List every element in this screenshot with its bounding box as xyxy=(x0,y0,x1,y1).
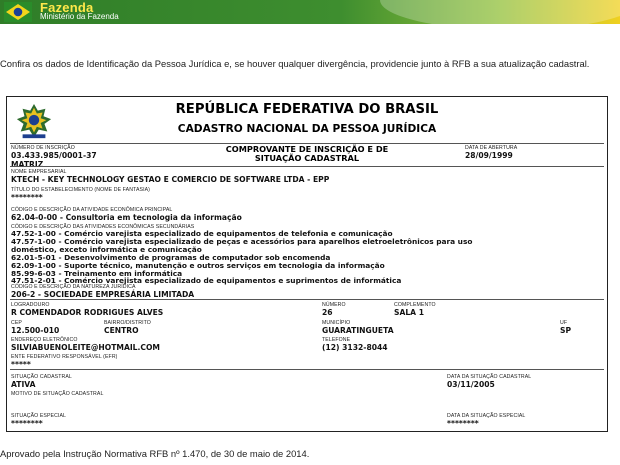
list-item: 62.09-1-00 - Suporte técnico, manutenção e outros serviços em tecnologia da informação xyxy=(11,260,385,270)
header-bar xyxy=(0,0,620,24)
atividades-secundarias-label: CÓDIGO E DESCRIÇÃO DAS ATIVIDADES ECONÔMICAS SECUNDÁRIAS xyxy=(11,224,195,230)
nome-empresarial-field xyxy=(11,169,329,184)
data-situacao-especial-label: DATA DA SITUAÇÃO ESPECIAL xyxy=(447,413,526,419)
situacao-especial-label: SITUAÇÃO ESPECIAL xyxy=(11,413,67,419)
email-field xyxy=(11,337,160,352)
natureza-label: CÓDIGO E DESCRIÇÃO DA NATUREZA JURÍDICA xyxy=(11,284,136,290)
situacao-value: ATIVA xyxy=(11,380,36,389)
complemento-label: COMPLEMENTO xyxy=(394,302,436,308)
atividade-principal-value: 62.04-0-00 - Consultoria em tecnologia da informação xyxy=(11,213,242,222)
list-item: doméstico, exceto informática e comunicação xyxy=(11,244,202,254)
data-situacao-label: DATA DA SITUAÇÃO CADASTRAL xyxy=(447,374,532,380)
complemento-field xyxy=(394,302,436,317)
fantasia-label: TÍTULO DO ESTABELECIMENTO (NOME DE FANTASIA) xyxy=(11,187,151,193)
logradouro-field xyxy=(11,302,163,317)
email-value: SILVIABUENOLEITE@HOTMAIL.COM xyxy=(11,343,160,352)
list-item: 47.51-2-01 - Comércio varejista especializado de equipamentos e suprimentos de informática xyxy=(11,276,402,286)
logradouro-value: R COMENDADOR RODRIGUES ALVES xyxy=(11,308,164,317)
footer-text: Aprovado pela Instrução Normativa RFB nº 1.470, de 30 de maio de 2014. xyxy=(0,448,310,459)
divider xyxy=(10,299,604,300)
atividade-principal-label: CÓDIGO E DESCRIÇÃO DA ATIVIDADE ECONÔMICA PRINCIPAL xyxy=(11,207,173,213)
atividades-secundarias-field xyxy=(11,224,472,285)
numero-value: 26 xyxy=(322,308,333,317)
efr-label: ENTE FEDERATIVO RESPONSÁVEL (EFR) xyxy=(11,354,118,360)
data-situacao-especial-field xyxy=(447,413,525,428)
numero-field xyxy=(322,302,346,317)
efr-value: ***** xyxy=(11,360,31,369)
cep-field xyxy=(11,320,59,335)
municipio-value: GUARATINGUETA xyxy=(322,326,394,335)
natureza-field xyxy=(11,284,194,299)
inscricao-type: MATRIZ xyxy=(11,160,44,169)
divider xyxy=(10,166,604,167)
abertura-field xyxy=(465,145,517,160)
bairro-field xyxy=(104,320,151,335)
divider xyxy=(10,369,604,370)
inscricao-label: NÚMERO DE INSCRIÇÃO xyxy=(11,145,75,151)
certificate-subtitle: CADASTRO NACIONAL DA PESSOA JURÍDICA xyxy=(177,123,437,135)
comprovante-line1: COMPROVANTE DE INSCRIÇÃO E DE xyxy=(225,144,389,154)
efr-field xyxy=(11,354,118,369)
cep-label: CEP xyxy=(11,320,22,326)
intro-text: Confira os dados de Identificação da Pessoa Jurídica e, se houver qualquer divergência, providencie junto à RFB a sua atualização cadastral. xyxy=(0,58,590,69)
org-subtitle: Ministério da Fazenda xyxy=(40,12,119,21)
telefone-value: (12) 3132-8044 xyxy=(322,343,388,352)
fantasia-field xyxy=(11,187,150,202)
inscricao-value: 03.433.985/0001-37 xyxy=(11,151,97,160)
abertura-label: DATA DE ABERTURA xyxy=(465,145,518,151)
email-label: ENDEREÇO ELETRÔNICO xyxy=(11,337,78,343)
list-item: 85.99-6-03 - Treinamento em informática xyxy=(11,268,183,278)
abertura-value: 28/09/1999 xyxy=(465,151,513,160)
telefone-field xyxy=(322,337,388,352)
uf-field xyxy=(560,320,571,335)
motivo-label: MOTIVO DE SITUAÇÃO CADASTRAL xyxy=(11,391,104,397)
nome-empresarial-label: NOME EMPRESARIAL xyxy=(11,169,67,175)
numero-label: NÚMERO xyxy=(322,302,346,308)
municipio-field xyxy=(322,320,394,335)
situacao-especial-value: ******** xyxy=(11,419,43,428)
natureza-value: 206-2 - SOCIEDADE EMPRESÁRIA LIMITADA xyxy=(11,290,195,299)
motivo-field xyxy=(11,391,103,397)
cnpj-certificate xyxy=(6,96,608,432)
list-item: 47.57-1-00 - Comércio varejista especializado de peças e acessórios para aparelhos eletroeletrônicos para uso xyxy=(11,236,473,246)
certificate-title: REPÚBLICA FEDERATIVA DO BRASIL xyxy=(175,102,439,117)
situacao-field xyxy=(11,374,72,389)
atividade-principal-field xyxy=(11,207,242,222)
data-situacao-especial-value: ******** xyxy=(447,419,479,428)
comprovante-heading xyxy=(177,145,437,163)
bairro-label: BAIRRO/DISTRITO xyxy=(104,320,151,326)
brazil-flag-icon xyxy=(4,2,32,22)
municipio-label: MUNICÍPIO xyxy=(322,320,351,326)
telefone-label: TELEFONE xyxy=(322,337,351,343)
bairro-value: CENTRO xyxy=(104,326,139,335)
uf-value: SP xyxy=(560,326,572,335)
cep-value: 12.500-010 xyxy=(11,326,60,335)
situacao-especial-field xyxy=(11,413,66,428)
header-wave-decoration xyxy=(380,0,620,24)
list-item: 47.52-1-00 - Comércio varejista especializado de equipamentos de telefonia e comunicação xyxy=(11,229,393,238)
comprovante-line2: SITUAÇÃO CADASTRAL xyxy=(254,153,360,163)
fantasia-value: ******** xyxy=(11,193,43,202)
situacao-label: SITUAÇÃO CADASTRAL xyxy=(11,374,72,380)
org-name: Fazenda xyxy=(40,0,94,15)
data-situacao-value: 03/11/2005 xyxy=(447,380,495,389)
complemento-value: SALA 1 xyxy=(394,308,424,317)
nome-empresarial-value: KTECH - KEY TECHNOLOGY GESTAO E COMERCIO DE SOFTWARE LTDA - EPP xyxy=(11,175,330,184)
uf-label: UF xyxy=(560,320,568,326)
data-situacao-field xyxy=(447,374,531,389)
logradouro-label: LOGRADOURO xyxy=(11,302,50,308)
list-item: 62.01-5-01 - Desenvolvimento de programas de computador sob encomenda xyxy=(11,252,331,262)
